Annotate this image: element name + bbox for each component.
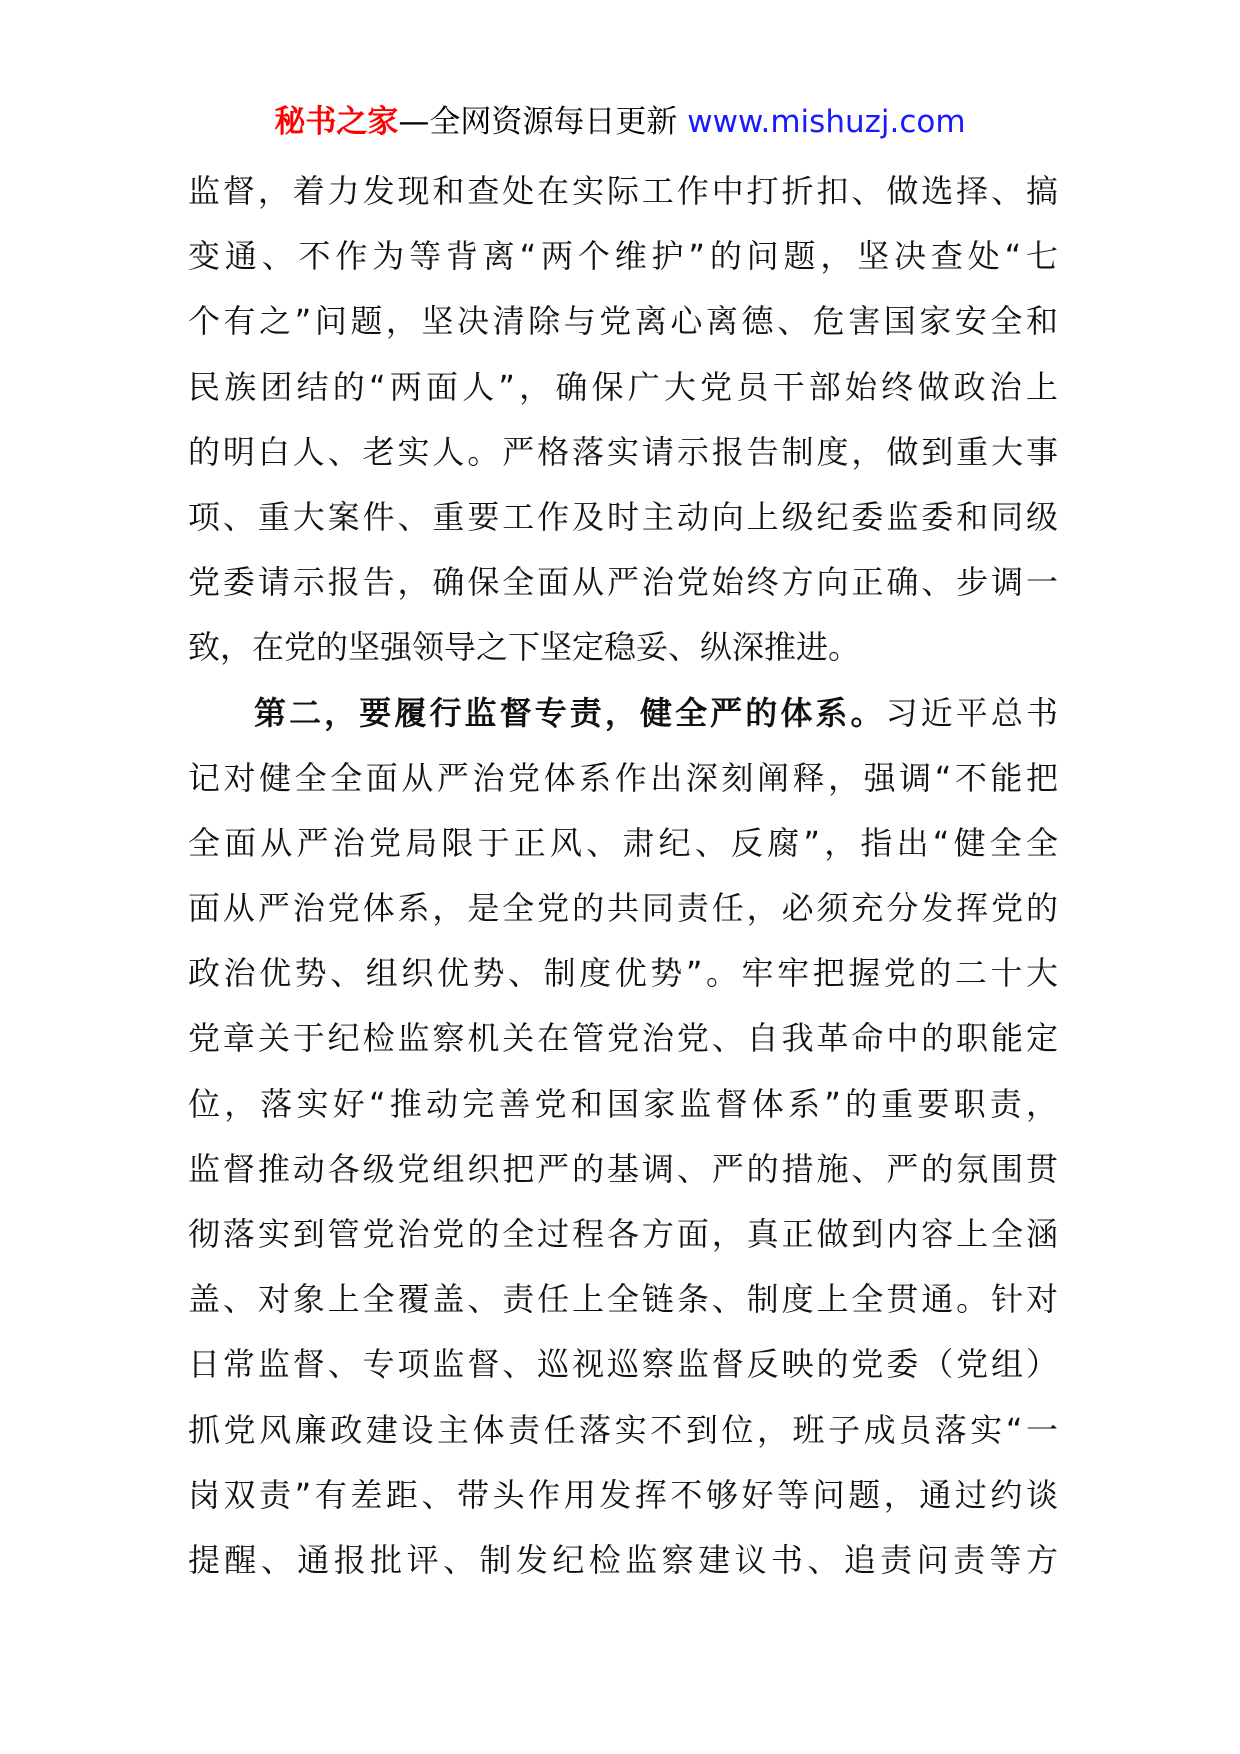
paragraph-line: 岗双责”有差距、带头作用发挥不够好等问题，通过约谈	[188, 1475, 1058, 1514]
section-heading: 第二，要履行监督专责，健全严的体系。	[254, 693, 886, 732]
header-tagline: —全网资源每日更新	[398, 104, 688, 140]
paragraph-line: 变通、不作为等背离“两个维护”的问题，坚决查处“七	[188, 237, 1058, 276]
paragraph-line: 民族团结的“两面人”，确保广大党员干部始终做政治上	[188, 367, 1058, 406]
paragraph-line: 党委请示报告，确保全面从严治党始终方向正确、步调一	[188, 563, 1058, 602]
paragraph-line: 个有之”问题，坚决清除与党离心离德、危害国家安全和	[188, 302, 1058, 341]
header-url-link[interactable]: www.mishuzj.com	[687, 104, 966, 140]
paragraph-line: 监督推动各级党组织把严的基调、严的措施、严的氛围贯	[188, 1149, 1058, 1188]
paragraph-line: 位，落实好“推动完善党和国家监督体系”的重要职责，	[188, 1084, 1058, 1123]
paragraph-line: 全面从严治党局限于正风、肃纪、反腐”，指出“健全全	[188, 823, 1058, 862]
paragraph-line: 彻落实到管党治党的全过程各方面，真正做到内容上全涵	[188, 1215, 1058, 1253]
page-header	[0, 100, 1240, 144]
paragraph-line: 党章关于纪检监察机关在管党治党、自我革命中的职能定	[188, 1019, 1058, 1058]
body-text	[188, 159, 1058, 1593]
paragraph-line: 抓党风廉政建设主体责任落实不到位，班子成员落实“一	[188, 1410, 1058, 1449]
paragraph-line: 致，在党的坚强领导之下坚定稳妥、纵深推进。	[188, 628, 861, 667]
paragraph-line: 的明白人、老实人。严格落实请示报告制度，做到重大事	[188, 432, 1058, 471]
paragraph-line: 监督，着力发现和查处在实际工作中打折扣、做选择、搞	[188, 172, 1058, 210]
paragraph-line: 盖、对象上全覆盖、责任上全链条、制度上全贯通。针对	[188, 1280, 1058, 1319]
paragraph-first-line	[188, 681, 1058, 746]
paragraph-line: 项、重大案件、重要工作及时主动向上级纪委监委和同级	[188, 497, 1058, 536]
paragraph-line: 提醒、通报批评、制发纪检监察建议书、追责问责等方	[188, 1540, 1058, 1579]
paragraph-line: 面从严治党体系，是全党的共同责任，必须充分发挥党的	[188, 889, 1058, 928]
paragraph-line: 记对健全全面从严治党体系作出深刻阐释，强调“不能把	[188, 758, 1058, 797]
paragraph-line: 政治优势、组织优势、制度优势”。牢牢把握党的二十大	[188, 954, 1058, 993]
header-brand: 秘书之家	[274, 104, 399, 140]
paragraph-text: 习近平总书	[885, 693, 1058, 732]
paragraph-line: 日常监督、专项监督、巡视巡察监督反映的党委（党组）	[188, 1345, 1058, 1384]
